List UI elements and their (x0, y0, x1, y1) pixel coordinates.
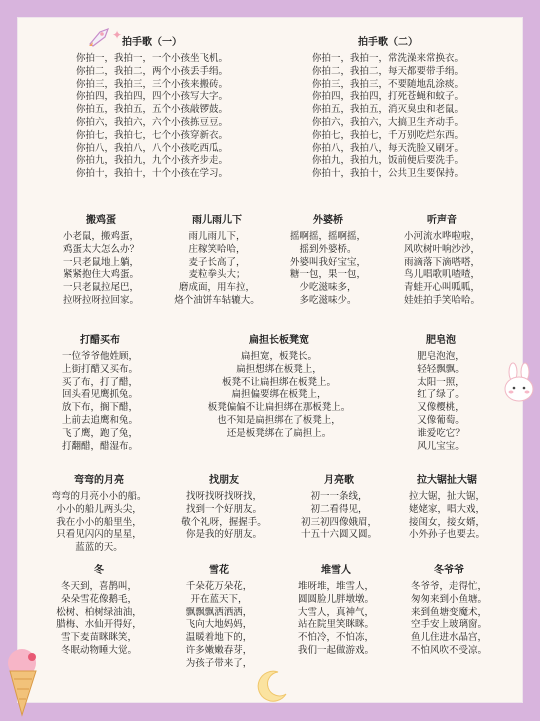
poem-big-saw (394, 474, 500, 542)
poem-line: 为孩子带来了， (185, 657, 253, 669)
poem-line: 我们一起做游戏。 (297, 644, 374, 656)
poem-line: 多吃滋味少。 (299, 294, 357, 306)
poem-line: 外婆叫我好宝宝， (289, 256, 366, 268)
poem-clap-song-1 (52, 36, 252, 181)
poem-move-eggs (40, 214, 162, 308)
poem-grandma-bridge (272, 214, 384, 308)
poem-line: 上前去追鹰和兔。 (61, 414, 138, 426)
poem-line: 烙个油饼车轱辘大。 (174, 294, 260, 306)
poem-line: 弯弯的月亮小小的船。 (51, 491, 147, 502)
poem-title: 雨儿雨儿下 (192, 215, 242, 226)
poem-line: 你拍十，我拍十，十个小孩在学习。 (75, 168, 228, 180)
poem-title: 外婆桥 (313, 215, 343, 226)
poem-line: 敬个礼呀，握握手。 (181, 516, 267, 528)
poem-line: 风吹树叶响沙沙， (403, 243, 480, 255)
poem-line: 雨滴落下滴嗒嗒， (403, 256, 480, 268)
poem-line: 肥皂泡泡， (417, 351, 465, 362)
poem-line: 鸡蛋太大怎么办？ (62, 243, 139, 255)
poem-line: 你拍二，我拍二，两个小孩丢手绢。 (75, 65, 228, 77)
poem-title: 拍手歌（一） (122, 37, 182, 48)
poem-line: 也不知是扁担绑在了板凳上， (217, 414, 341, 426)
poem-line: 上街打醋又买布。 (61, 363, 138, 375)
bunny-sticker (500, 362, 538, 404)
poem-line: 小小的船儿两头尖， (56, 503, 142, 515)
poem-rain (158, 214, 276, 308)
poem-line: 千朵花万朵花， (185, 581, 253, 592)
poem-title: 冬爷爷 (434, 565, 464, 576)
poem-line: 许多嫩嫩春芽， (185, 644, 253, 656)
poem-line: 雪下麦苗眯眯笑， (60, 632, 137, 644)
poem-line: 太阳一照， (417, 376, 465, 388)
poem-line: 朵朵雪花像鹅毛， (60, 593, 137, 605)
poem-line: 你拍十，我拍十，公共卫生要保持。 (311, 168, 464, 180)
poem-line: 还是板凳绑在了扁担上。 (226, 427, 332, 439)
poem-line: 你拍一，我拍一，一个小孩坐飞机。 (75, 53, 228, 64)
poem-pole-bench (168, 334, 390, 441)
poem-line: 你拍七，我拍七，七个小孩穿新衣。 (75, 129, 228, 141)
poem-line: 鸟儿唱歌叽喳喳， (403, 269, 480, 281)
poem-line: 拉大锯，扯大锯， (408, 491, 485, 502)
poem-line: 初一一条线， (310, 491, 368, 502)
poem-line: 蓝蓝的天。 (75, 542, 123, 554)
poem-line: 站在院里笑眯眯。 (297, 619, 374, 631)
poem-line: 一位爷爷他姓顾， (61, 351, 138, 362)
poem-line: 谁爱吃它？ (417, 427, 465, 439)
poem-line: 风儿宝宝。 (417, 440, 465, 452)
poem-soap-bubbles (398, 334, 484, 453)
poem-title: 扁担长板凳宽 (249, 335, 309, 346)
sparkle-icon: ✦ (112, 28, 123, 42)
poem-line: 你拍六，我拍六，大搞卫生齐动手。 (311, 116, 464, 128)
poem-line: 找到一个好朋友。 (185, 503, 262, 515)
poem-title: 搬鸡蛋 (86, 215, 116, 226)
poem-line: 匆匆来到小鱼塘。 (410, 593, 487, 605)
poem-line: 温暖着地下的， (185, 632, 253, 644)
poem-line: 回头看见鹰抓兔。 (61, 389, 138, 401)
poem-line: 冬爷爷，走得忙， (410, 581, 487, 592)
poem-line: 飘飘飘洒洒洒， (185, 606, 253, 618)
poem-line: 不怕风吹不受凉。 (410, 644, 487, 656)
poem-listen-sounds (384, 214, 500, 308)
poem-line: 小老鼠，搬鸡蛋， (62, 231, 139, 242)
poem-line: 冬天到，喜鹊叫， (60, 581, 137, 592)
poem-line: 磨成面，用车拉， (178, 282, 255, 294)
poem-line: 轻轻飘飘。 (417, 363, 465, 375)
poem-line: 开在蓝天下， (190, 593, 248, 605)
poem-line: 你拍四，我拍四，四个小孩写大字。 (75, 91, 228, 103)
poem-line: 一只老鼠拉尾巴， (62, 282, 139, 294)
poem-line: 放下布，搁下醋， (61, 402, 138, 414)
poem-line: 扁担宽，板凳长。 (240, 351, 317, 362)
poem-line: 又像樱桃， (417, 402, 465, 414)
poem-line: 十五十六圆又圆。 (300, 529, 377, 541)
poem-line: 拉呀拉呀拉回家。 (62, 294, 139, 306)
poem-crescent-moon (34, 474, 164, 555)
poem-line: 小外孙子也要去。 (408, 529, 485, 541)
poem-line: 你拍三，我拍三，三个小孩来搬砖。 (75, 78, 228, 90)
poem-title: 肥皂泡 (426, 335, 456, 346)
poem-grandpa-winter (394, 564, 504, 658)
poem-line: 找呀找呀找呀找， (185, 491, 262, 502)
poem-line: 只看见闪闪的星星， (56, 529, 142, 541)
poem-line: 摇啊摇，摇啊摇， (289, 231, 366, 242)
poem-line: 初三初四像娥眉， (300, 516, 377, 528)
poem-line: 大雪人，真神气， (297, 606, 374, 618)
poem-title: 找朋友 (209, 475, 239, 486)
poem-title: 拍手歌（二） (358, 37, 418, 48)
poem-line: 你拍六，我拍六，六个小孩拣豆豆。 (75, 116, 228, 128)
poem-line: 不怕冷，不怕冻， (297, 632, 374, 644)
poem-clap-song-2 (288, 36, 488, 181)
poem-line: 板凳偏偏不让扁担绑在那板凳上。 (207, 402, 351, 414)
poem-title: 雪花 (209, 565, 229, 576)
poem-title: 冬 (94, 565, 104, 576)
poem-line: 我在小小的船里坐， (56, 516, 142, 528)
poem-line: 庄稼笑哈哈， (188, 243, 246, 255)
moon-sticker (254, 668, 290, 704)
poem-line: 你拍九，我拍九，九个小孩齐步走。 (75, 155, 228, 167)
poem-moon-song (284, 474, 394, 542)
poem-line: 你拍二，我拍二，每天都要带手绢。 (311, 65, 464, 77)
poem-line: 你拍八，我拍八，每天洗脸又刷牙。 (311, 142, 464, 154)
poem-line: 青蛙开心叫呱呱， (403, 282, 480, 294)
poem-line: 少吃滋味多， (299, 282, 357, 294)
poem-line: 你拍八，我拍八，八个小孩吃西瓜。 (75, 142, 228, 154)
poem-snowman (278, 564, 394, 658)
poem-title: 听声音 (427, 215, 457, 226)
poem-line: 飞向大地妈妈， (185, 619, 253, 631)
poem-line: 空手安上玻璃窗。 (410, 619, 487, 631)
poem-line: 初二看得见， (310, 503, 368, 515)
poem-line: 你是我的好朋友。 (185, 529, 262, 541)
poem-line: 一只老鼠地上躺， (62, 256, 139, 268)
poem-title: 月亮歌 (324, 475, 354, 486)
poem-line: 摇到外婆桥。 (299, 243, 357, 255)
poem-line: 你拍七，我拍七，千万别吃烂东西。 (311, 129, 464, 141)
poem-line: 红了绿了。 (417, 389, 465, 401)
poem-snowflake (164, 564, 274, 671)
poem-line: 来到鱼塘变魔术， (410, 606, 487, 618)
poem-line: 紧紧抱住大鸡蛋。 (62, 269, 139, 281)
poem-line: 糖一包，果一包， (289, 269, 366, 281)
poem-find-friend (164, 474, 284, 542)
poem-line: 腊梅、水仙开得好， (56, 619, 142, 631)
poem-title: 弯弯的月亮 (74, 475, 124, 486)
poem-line: 你拍三，我拍三，不要随地乱涂痰。 (311, 78, 464, 90)
poem-line: 圆圆脸儿胖墩墩。 (297, 593, 374, 605)
poem-line: 冬眠动物睡大觉。 (60, 644, 137, 656)
poem-line: 飞了鹰，跑了兔， (61, 427, 138, 439)
poem-title: 堆雪人 (321, 565, 351, 576)
poem-line: 你拍九，我拍九，饭前便后要洗手。 (311, 155, 464, 167)
poem-line: 扁担偏要绑在板凳上， (231, 389, 327, 401)
poem-line: 你拍一，我拍一，常洗澡来常换衣。 (311, 53, 464, 64)
poem-line: 鱼儿住进水晶宫， (410, 632, 487, 644)
poem-line: 麦粒拳头大； (188, 269, 246, 281)
poem-line: 姥姥家，唱大戏， (408, 503, 485, 515)
poem-line: 你拍五，我拍五，五个小孩敲锣鼓。 (75, 104, 228, 116)
poem-line: 又像葡萄。 (417, 414, 465, 426)
poem-line: 打翻醋，醋湿布。 (61, 440, 138, 452)
poem-line: 板凳不让扁担绑在板凳上。 (221, 376, 336, 388)
poem-line: 小河流水哗啦啦， (403, 231, 480, 242)
poem-line: 雨儿雨儿下， (188, 231, 246, 242)
poem-vinegar-cloth (38, 334, 162, 453)
poem-line: 买了布，打了醋， (61, 376, 138, 388)
poem-line: 接闺女，接女婿， (408, 516, 485, 528)
poem-line: 扁担想绑在板凳上， (236, 363, 322, 375)
poem-line: 娃娃拍手笑哈哈。 (403, 294, 480, 306)
poem-line: 堆呀堆，堆雪人， (297, 581, 374, 592)
poem-title: 拉大锯扯大锯 (417, 475, 477, 486)
poem-line: 麦子长高了， (188, 256, 246, 268)
poem-line: 松树、柏树绿油油， (56, 606, 142, 618)
poem-winter (38, 564, 160, 658)
poem-line: 你拍五，我拍五，消灭臭虫和老鼠。 (311, 104, 464, 116)
poem-line: 你拍四，我拍四，打死苍蝇和蚊子。 (311, 91, 464, 103)
poem-title: 打醋买布 (80, 335, 120, 346)
